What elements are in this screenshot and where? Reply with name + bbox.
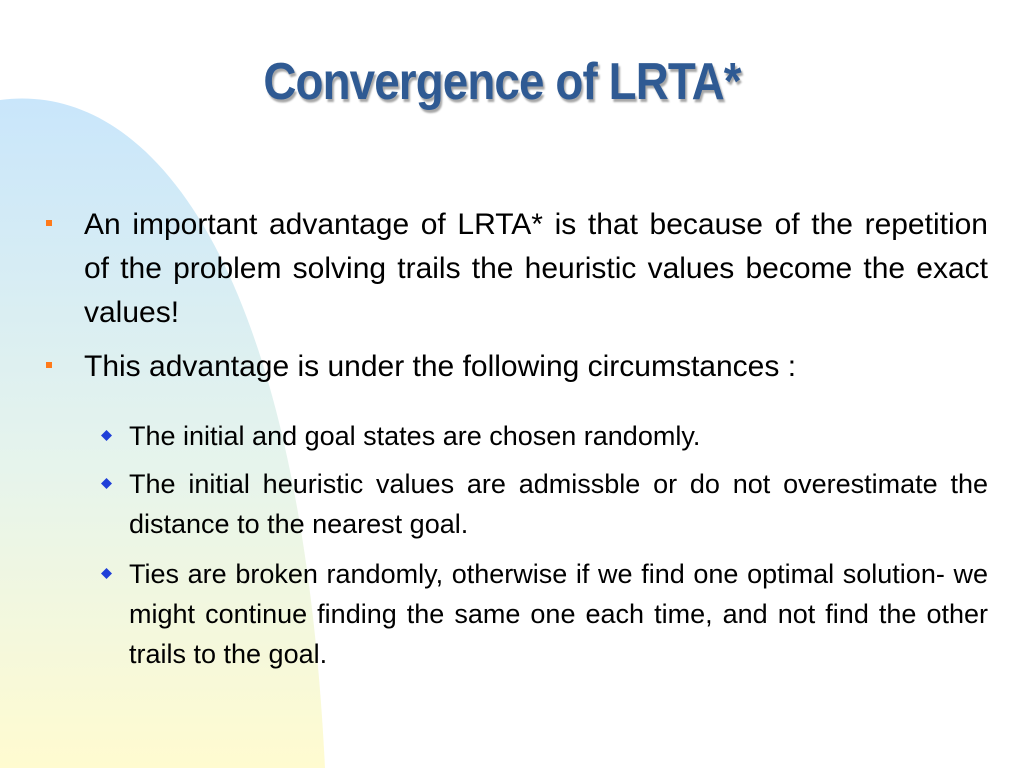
bullet-item-1 [84, 203, 988, 335]
sub-bullet-item-2 [129, 464, 988, 544]
sub-bullet-item-1 [129, 416, 988, 456]
sub-bullet-text: The initial and goal states are chosen randomly. [129, 421, 701, 451]
square-bullet-icon [46, 220, 52, 226]
sub-bullet-item-3 [129, 554, 988, 674]
sub-bullet-text: Ties are broken randomly, otherwise if we find one optimal solution- we might continue finding the same one each time, and not find the other trails to the goal. [129, 559, 988, 669]
diamond-bullet-icon [101, 478, 112, 489]
slide-title: Convergence of LRTA* [263, 53, 741, 111]
bullet-item-2 [84, 345, 988, 389]
diamond-bullet-icon [101, 568, 112, 579]
bullet-text: This advantage is under the following circumstances : [84, 350, 797, 383]
bullet-text: An important advantage of LRTA* is that because of the repetition of the problem solving trails the heuristic values become the exact values! [84, 208, 988, 329]
square-bullet-icon [46, 362, 52, 368]
diamond-bullet-icon [101, 430, 112, 441]
sub-bullet-text: The initial heuristic values are admissble or do not overestimate the distance to the nearest goal. [129, 469, 988, 539]
